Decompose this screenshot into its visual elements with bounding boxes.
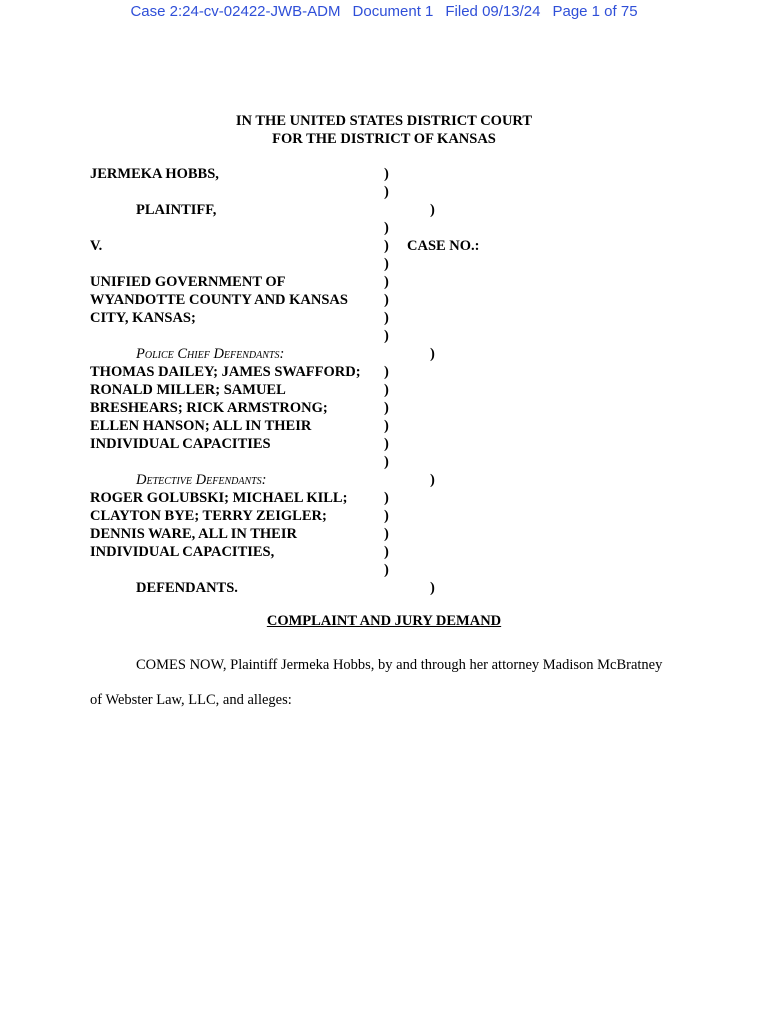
case-number: Case 2:24-cv-02422-JWB-ADM	[130, 3, 341, 20]
police-chief-line: RONALD MILLER; SAMUEL	[90, 382, 286, 398]
detective-line: DENNIS WARE, ALL IN THEIR	[90, 526, 297, 542]
versus: V.	[90, 238, 103, 254]
court-line-1: IN THE UNITED STATES DISTRICT COURT	[235, 113, 533, 129]
detective-line: INDIVIDUAL CAPACITIES,	[90, 544, 275, 560]
document-title: COMPLAINT AND JURY DEMAND	[266, 613, 502, 629]
paragraph-line-2: of Webster Law, LLC, and alleges:	[90, 692, 292, 708]
filed-date: Filed 09/13/24	[445, 3, 541, 20]
court-heading	[0, 112, 768, 148]
detective-line: CLAYTON BYE; TERRY ZEIGLER;	[90, 508, 327, 524]
court-line-2: FOR THE DISTRICT OF KANSAS	[272, 131, 496, 147]
opening-paragraph	[90, 648, 690, 718]
defendant-ug-line: WYANDOTTE COUNTY AND KANSAS	[90, 292, 348, 308]
document-number: Document 1	[352, 3, 434, 20]
detective-heading: Detective Defendants:	[136, 472, 267, 488]
police-chief-line: BRESHEARS; RICK ARMSTRONG;	[90, 400, 328, 416]
police-chief-line: THOMAS DAILEY; JAMES SWAFFORD;	[90, 364, 361, 380]
defendants-label: DEFENDANTS.	[136, 580, 238, 596]
police-chief-line: INDIVIDUAL CAPACITIES	[90, 436, 271, 452]
case-caption: JERMEKA HOBBS, ) ) PLAINTIFF, ) ) V. ) CASE NO.: ) UNIFIED GOVERNMENT OF ) WYANDOTTE COUNTY AND KANSAS ) CITY, KANSAS; ) ) Police Chief Defendants: ) THOMAS DAILEY; JAMES SWAFFORD; ) RONALD MILLER; SAMUEL ) BRESHEARS; RICK ARMSTRONG; ) ELLEN HANSON; ALL IN THEIR ) INDIVIDUAL CAPACITIES ) ) Detective Defendants: ) ROGER GOLUBSKI; MICHAEL KILL; ) CLAYTON BYE; TERRY ZEIGLER; ) DENNIS WARE, ALL IN THEIR ) INDIVIDUAL CAPACITIES, ) ) DEFENDANTS. )	[90, 166, 480, 596]
page-count: Page 1 of 75	[552, 3, 638, 20]
defendant-ug-line: CITY, KANSAS;	[90, 310, 196, 326]
paragraph-line-1: COMES NOW, Plaintiff Jermeka Hobbs, by and through her attorney Madison McBratney	[136, 657, 663, 673]
plaintiff-name: JERMEKA HOBBS,	[90, 166, 219, 182]
plaintiff-label: PLAINTIFF,	[136, 202, 217, 218]
ecf-header	[0, 3, 768, 20]
police-chief-heading: Police Chief Defendants:	[136, 346, 285, 362]
detective-line: ROGER GOLUBSKI; MICHAEL KILL;	[90, 490, 348, 506]
defendant-ug-line: UNIFIED GOVERNMENT OF	[90, 274, 286, 290]
police-chief-line: ELLEN HANSON; ALL IN THEIR	[90, 418, 312, 434]
case-no-label: CASE NO.:	[407, 238, 480, 254]
